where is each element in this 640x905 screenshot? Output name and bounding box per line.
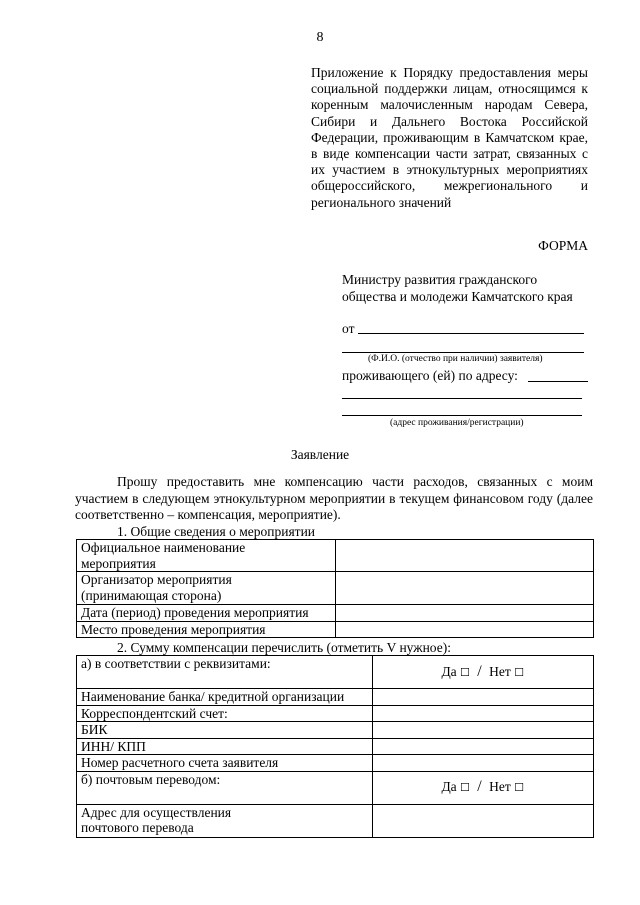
table-cell: БИК [77, 722, 373, 739]
table-row [77, 738, 594, 755]
option-b-choice [372, 771, 593, 804]
value-cell[interactable] [335, 540, 593, 572]
table-cell: Место проведения мероприятия [77, 621, 336, 638]
yes-checkbox[interactable]: ☐ [460, 665, 470, 679]
no-checkbox[interactable]: ☐ [514, 665, 525, 679]
separator: / [477, 662, 482, 680]
postal-address-label: Адрес для осуществления почтового перевода [77, 804, 373, 837]
value-cell[interactable] [335, 605, 593, 622]
table-row [77, 722, 594, 739]
from-label: от [342, 321, 355, 336]
intro-paragraph: Прошу предоставить мне компенсацию части расходов, связанных с моим участием в следующем этнокультурном мероприятии в текущем финансовом году (далее соответственно – компенсация, мероприятие). [75, 474, 593, 522]
table-row [77, 705, 594, 722]
value-cell[interactable] [372, 689, 593, 706]
value-cell[interactable] [372, 738, 593, 755]
option-a-choice [372, 656, 593, 689]
fio-line-2[interactable] [342, 352, 584, 353]
value-cell[interactable] [372, 722, 593, 739]
value-cell[interactable] [372, 804, 593, 837]
address-hint: (адрес проживания/регистрации) [390, 418, 524, 428]
table-row [77, 656, 594, 689]
yes-checkbox[interactable]: ☐ [460, 781, 470, 795]
table-row [77, 605, 594, 622]
table-cell: Номер расчетного счета заявителя [77, 755, 373, 772]
value-cell[interactable] [335, 572, 593, 605]
separator: / [477, 778, 482, 796]
table-cell: Дата (период) проведения мероприятия [77, 605, 336, 622]
no-label: Нет [489, 663, 511, 679]
table-cell: Наименование банка/ кредитной организации [77, 689, 373, 706]
value-cell[interactable] [372, 755, 593, 772]
fio-hint: (Ф.И.О. (отчество при наличии) заявителя) [368, 354, 543, 364]
table-row [77, 771, 594, 804]
option-b-label: б) почтовым переводом: [77, 771, 373, 804]
option-a-label: а) в соответствии с реквизитами: [77, 656, 373, 689]
section2-heading: 2. Сумму компенсации перечислить (отметить V нужное): [117, 640, 451, 655]
no-checkbox[interactable]: ☐ [514, 781, 525, 795]
table-cell: Организатор мероприятия (принимающая сторона) [77, 572, 336, 605]
table-row [77, 689, 594, 706]
section2-table [76, 655, 594, 838]
table-row [77, 540, 594, 572]
page-number: 8 [316, 30, 324, 45]
yes-label: Да [441, 663, 457, 679]
address-line-2[interactable] [342, 398, 582, 399]
table-cell: ИНН/ КПП [77, 738, 373, 755]
document-title: Заявление [290, 447, 350, 462]
section1-table [76, 539, 594, 638]
residing-label: проживающего (ей) по адресу: [342, 368, 518, 383]
value-cell[interactable] [372, 705, 593, 722]
addressee-block [342, 271, 592, 305]
form-label: ФОРМА [538, 238, 588, 253]
table-row [77, 804, 594, 837]
table-cell: Официальное наименование мероприятия [77, 540, 336, 572]
table-cell: Корреспондентский счет: [77, 705, 373, 722]
value-cell[interactable] [335, 621, 593, 638]
table-row [77, 572, 594, 605]
fio-line[interactable] [358, 333, 584, 334]
table-row [77, 621, 594, 638]
no-label: Нет [489, 779, 511, 795]
addressee-line-2: общества и молодежи Камчатского края [342, 289, 573, 304]
address-line-1[interactable] [528, 381, 588, 382]
appendix-note: Приложение к Порядку предоставления меры социальной поддержки лицам, относящимся к коренным малочисленным народам Севера, Сибири и Дальнего Востока Российской Федерации, проживающим в Камчатском крае, в виде компенсации части затрат, связанных с их участием в этнокультурных мероприятиях общероссийского, межрегионального и регионального значений [311, 65, 588, 210]
addressee-line-1: Министру развития гражданского [342, 272, 538, 287]
yes-label: Да [441, 779, 457, 795]
table-row [77, 755, 594, 772]
section1-heading: 1. Общие сведения о мероприятии [117, 524, 316, 539]
address-line-3[interactable] [342, 415, 582, 416]
